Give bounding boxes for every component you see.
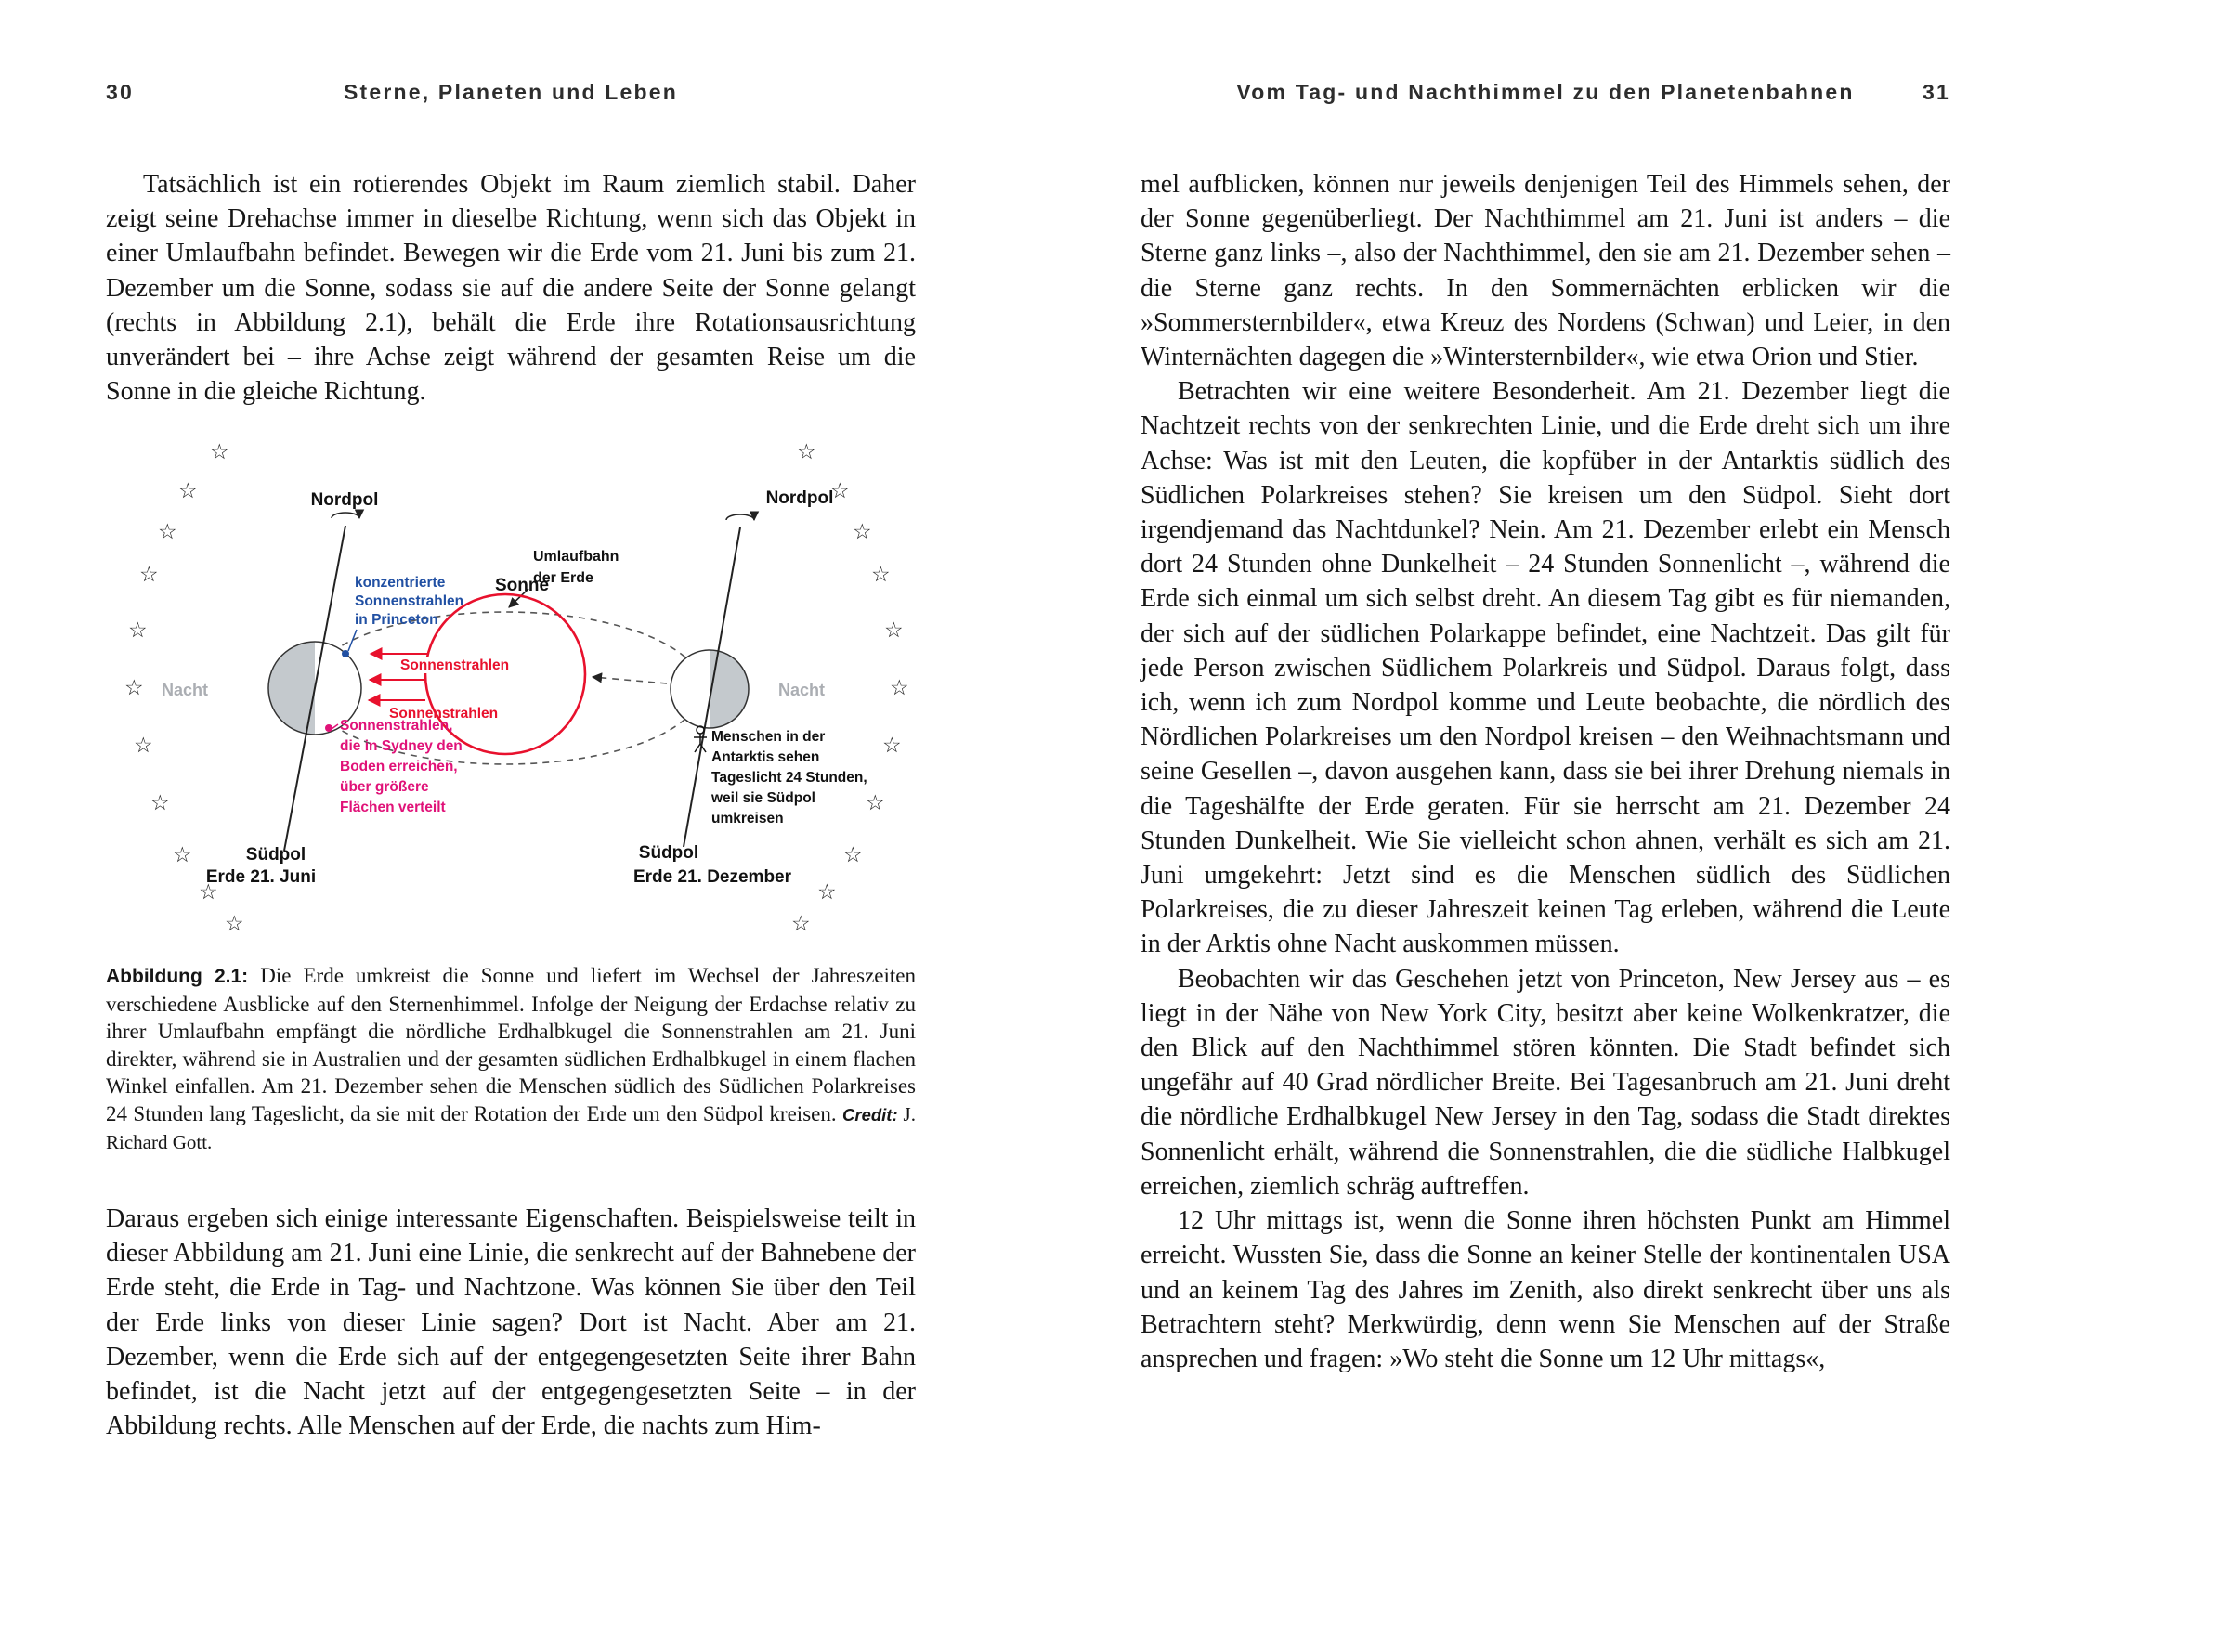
label-antarktis-5: umkreisen bbox=[711, 811, 784, 827]
label-sydney-4: über größere bbox=[340, 779, 429, 796]
star-icon: ☆ bbox=[797, 440, 816, 465]
star-icon: ☆ bbox=[210, 440, 229, 465]
figure-caption-text: Die Erde umkreist die Sonne und liefert im Wechsel der Jahreszeiten verschiedene Ausblicke auf den Sternenhimmel. Infolge der Neigung der Erdachse relativ zu ihrer Umlaufbahn empfängt die nördliche Erdhalbkugel die Sonnenstrahlen am 21. Juni direkter, während sie in Australien und der gesamten südlichen Erdhalbkugel in einem flachen Winkel einfallen. Am 21. Dezember sehen die Menschen südlich des Südlichen Polarkreises 24 Stunden lang Tageslicht, da sie mit der Rotation der Erde um den Südpol kreisen. bbox=[106, 964, 916, 1125]
star-icon: ☆ bbox=[843, 843, 863, 868]
label-nordpol-left: Nordpol bbox=[310, 490, 379, 511]
body-paragraph: Betrachten wir eine weitere Besonderheit. Am 21. Dezember liegt die Nachtzeit rechts von der senkrechten Linie, und die Erde dreht sich um ihre Achse: Was ist mit den Leuten, die kopfüber in der Antarktis südlich des Südlichen Polarkreises stehen? Sie kreisen um den Südpol. Sieht dort irgendjemand das Nachtdunkel? Nein. Am 21. Dezember erlebt ein Mensch dort 24 Stunden ohne Dunkelheit – 24 Stunden Sonnenlicht –, während die Erde sich einmal um sich selbst dreht. An diesem Tag gibt es für niemanden, der sich auf der südlichen Polarkappe befindet, eine Nachtzeit. Das gilt für jede Person zwischen Südlichem Polarkreis und Südpol. Daraus folgt, dass ich, wenn ich zum Nordpol komme und Leute beobachte, die nördlich des Nördlichen Polarkreises um den Nordpol kreisen – den Weihnachtsmann und seine Gesellen –, davon ausgehen kann, dass sie bei ihrer Drehung niemals in die Tageshälfte der Erde geraten. Für sie herrscht am 21. Dezember 24 Stunden Dunkelheit. Wie Sie vielleicht schon ahnen, verhält es sich am 21. Juni umgekehrt: Jetzt sind es die Menschen südlich des Südlichen Polarkreises, die zu dieser Jahreszeit keinen Tag erleben, während die Leute in der Arktis ohne Nacht auskommen müssen. bbox=[1141, 377, 1950, 959]
label-suedpol-left: Südpol bbox=[245, 845, 306, 865]
figure-caption bbox=[106, 962, 916, 1157]
label-princeton-3: in Princeton bbox=[355, 612, 438, 629]
label-antarktis-3: Tageslicht 24 Stunden, bbox=[711, 770, 867, 787]
figure-credit-text: J. Richard Gott. bbox=[106, 1102, 916, 1154]
star-icon: ☆ bbox=[199, 880, 218, 905]
star-icon: ☆ bbox=[853, 520, 872, 545]
star-icon: ☆ bbox=[128, 618, 148, 644]
body-paragraph: Tatsächlich ist ein rotierendes Objekt im Raum ziemlich stabil. Daher zeigt seine Drehachse immer in dieselbe Richtung, wenn sich das Objekt in einer Umlaufbahn befindet. Bewegen wir die Erde vom 21. Juni bis zum 21. Dezember um die Sonne, sodass sie auf die andere Seite der Sonne gelangt (rechts in Abbildung 2.1), behält die Erde ihre Rotationsausrichtung unverändert bei – ihre Achse zeigt während der gesamten Reise um die Sonne in die gleiche Richtung. bbox=[106, 170, 916, 407]
body-paragraph: mel aufblicken, können nur jeweils denjenigen Teil des Himmels sehen, der der Sonne gegenüberliegt. Der Nachthimmel am 21. Juni ist anders – die Sterne ganz links –, also der Nachthimmel, den sie am 21. Dezember sehen – die Sterne ganz rechts. In den Sommernächten erblicken wir die »Sommersternbilder«, etwa Kreuz des Nordens (Schwan) und Leier, in den Winternächten dagegen die »Wintersternbilder«, wie etwa Orion und Stier. bbox=[1141, 170, 1950, 372]
label-sydney-5: Flächen verteilt bbox=[340, 800, 446, 816]
body-paragraph: Beobachten wir das Geschehen jetzt von Princeton, New Jersey aus – es liegt in der Nähe von New York City, besitzt aber keine Wolkenkratzer, die den Blick auf den Nachthimmel stören könnten. Die Stadt befindet sich ungefähr auf 40 Grad nördlicher Breite. Bei Tagesanbruch am 21. Juni dreht die nördliche Erdhalbkugel New Jersey in den Tag, sodass die Stadt direktes Sonnenlicht erhält, während die Sonnenstrahlen, die die südliche Halbkugel erreichen, ziemlich schräg auftreffen. bbox=[1141, 964, 1950, 1201]
star-icon: ☆ bbox=[791, 912, 811, 937]
rotation-arrow-icon bbox=[726, 514, 754, 520]
rotation-arrow-icon bbox=[332, 513, 359, 518]
label-umlaufbahn-1: Umlaufbahn bbox=[533, 549, 619, 566]
body-paragraph: 12 Uhr mittags ist, wenn die Sonne ihren höchsten Punkt am Himmel erreicht. Wussten Sie, dass die Sonne an keiner Stelle der kontinentalen USA und an keinem Tag des Jahres im Zenith, also direkt senkrecht über uns als Betrachtern steht? Merkwürdig, denn wenn Sie Menschen auf der Straße ansprechen und fragen: »Wo steht die Sonne um 12 Uhr mittags«, bbox=[1141, 1206, 1950, 1373]
star-icon: ☆ bbox=[871, 563, 891, 588]
star-icon: ☆ bbox=[178, 479, 198, 504]
running-head-right: Vom Tag- und Nachthimmel zu den Planetenbahnen bbox=[1236, 80, 1855, 104]
label-nacht-right: Nacht bbox=[777, 681, 826, 700]
label-antarktis-2: Antarktis sehen bbox=[711, 749, 820, 766]
star-icon: ☆ bbox=[866, 791, 885, 816]
label-suedpol-right: Südpol bbox=[638, 843, 699, 864]
label-sydney-2: die in Sydney den bbox=[340, 738, 463, 755]
label-antarktis-1: Menschen in der bbox=[711, 729, 826, 746]
label-nordpol-right: Nordpol bbox=[765, 488, 834, 509]
page-header-right bbox=[1141, 80, 1950, 111]
label-sonnenstrahlen-oben: Sonnenstrahlen bbox=[400, 657, 510, 674]
label-nacht-left: Nacht bbox=[161, 681, 209, 700]
label-princeton-1: konzentrierte bbox=[355, 575, 446, 592]
figure-diagram bbox=[106, 431, 916, 951]
page-number-left: 30 bbox=[106, 80, 134, 104]
star-icon: ☆ bbox=[124, 676, 144, 701]
label-erde-juni: Erde 21. Juni bbox=[205, 867, 317, 888]
page-number-right: 31 bbox=[1923, 80, 1950, 104]
running-head-left: Sterne, Planeten und Leben bbox=[343, 80, 679, 104]
star-icon: ☆ bbox=[884, 618, 904, 644]
star-icon: ☆ bbox=[150, 791, 170, 816]
star-icon: ☆ bbox=[830, 479, 850, 504]
label-princeton-2: Sonnenstrahlen bbox=[355, 593, 464, 610]
figure-caption-label: Abbildung 2.1: bbox=[106, 966, 249, 988]
page-header-left bbox=[106, 80, 916, 111]
figure-credit-label: Credit: bbox=[842, 1104, 898, 1125]
earth-december-night-half bbox=[710, 650, 749, 728]
sydney-dot bbox=[325, 724, 332, 732]
star-icon: ☆ bbox=[134, 734, 153, 759]
star-icon: ☆ bbox=[225, 912, 244, 937]
label-antarktis-4: weil sie Südpol bbox=[711, 790, 815, 807]
label-umlaufbahn-2: der Erde bbox=[533, 570, 593, 587]
princeton-pointer bbox=[348, 630, 357, 651]
label-sonne: Sonne bbox=[494, 576, 550, 596]
star-icon: ☆ bbox=[139, 563, 159, 588]
page-left bbox=[106, 0, 916, 1443]
star-icon: ☆ bbox=[173, 843, 192, 868]
body-paragraph: Daraus ergeben sich einige interessante Eigenschaften. Beispielsweise teilt in dieser Abbildung am 21. Juni eine Linie, die senkrecht auf der Bahnebene der Erde steht, die Erde in Tag- und Nachtzone. Was können Sie über den Teil der Erde links von dieser Linie sagen? Dort ist Nacht. Aber am 21. Dezember, wenn die Erde sich auf der entgegengesetzten Seite ihrer Bahn befindet, ist die Nacht jetzt auf der entgegengesetzten Seite – in der Abbildung rechts. Alle Menschen auf der Erde, die nachts zum Him- bbox=[106, 1203, 916, 1441]
star-icon: ☆ bbox=[882, 734, 902, 759]
orbit-direction-arrow bbox=[593, 677, 667, 683]
label-sydney-3: Boden erreichen, bbox=[340, 759, 458, 775]
star-icon: ☆ bbox=[158, 520, 177, 545]
label-sydney-1: Sonnenstrahlen, bbox=[340, 718, 453, 735]
label-erde-dezember: Erde 21. Dezember bbox=[632, 867, 792, 888]
star-icon: ☆ bbox=[817, 880, 837, 905]
princeton-dot bbox=[342, 650, 349, 657]
label-sonnenstrahlen-unten: Sonnenstrahlen bbox=[389, 706, 499, 722]
page-right bbox=[1141, 0, 1950, 1376]
star-icon: ☆ bbox=[890, 676, 909, 701]
